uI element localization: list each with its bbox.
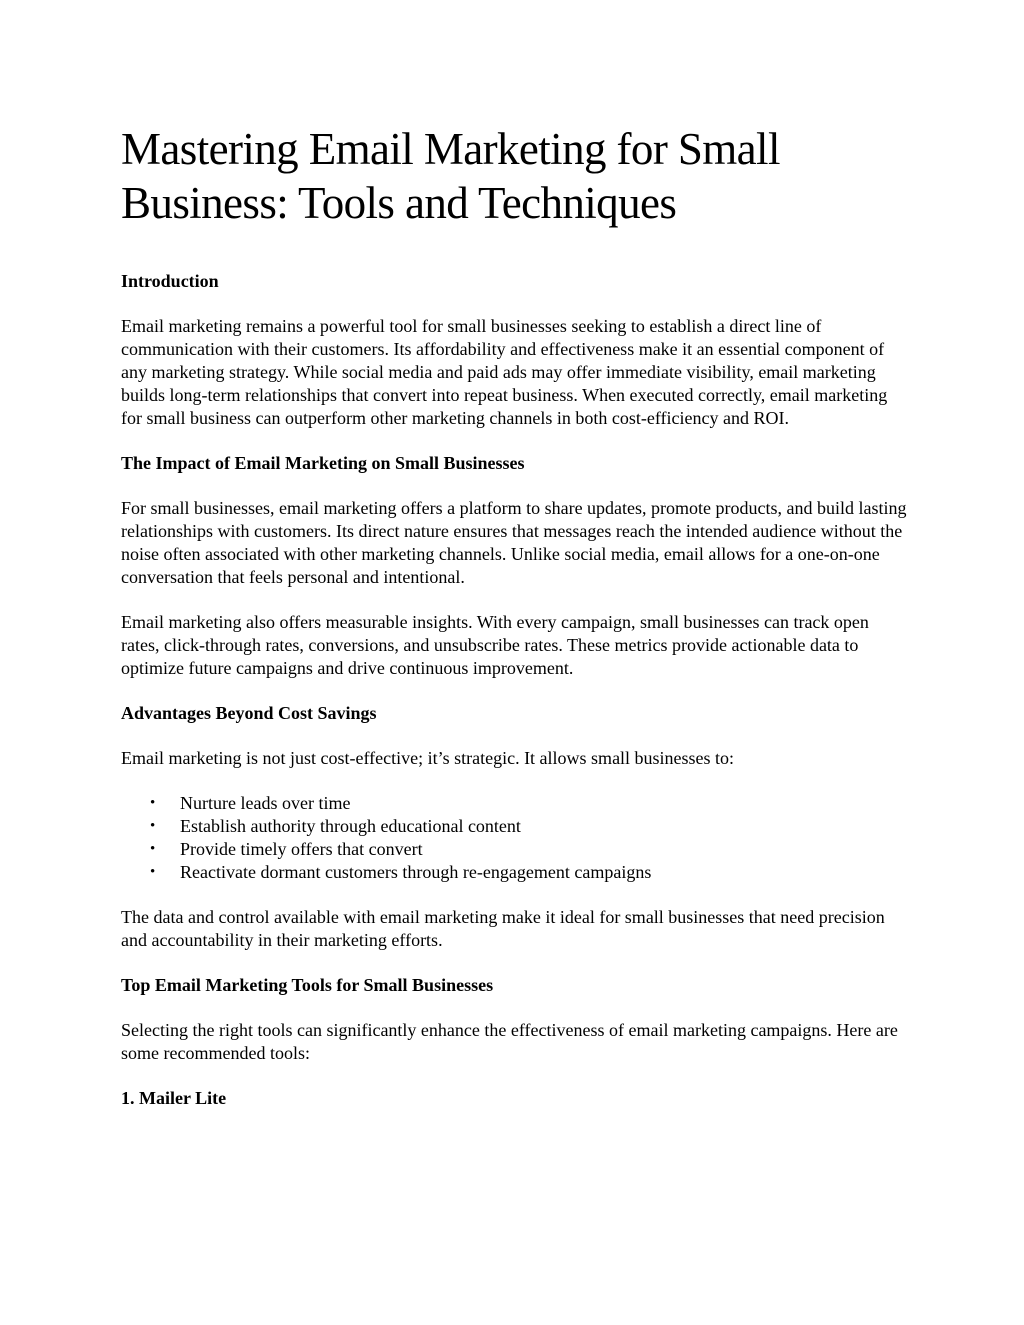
bullet-icon: •: [150, 795, 156, 811]
advantages-paragraph: Email marketing is not just cost-effective; it’s strategic. It allows small businesses to:: [121, 748, 735, 768]
impact-heading: The Impact of Email Marketing on Small Businesses: [121, 453, 525, 473]
impact-paragraph-2: Email marketing also offers measurable insights. With every campaign, small businesses can track open rates, click-through rates, conversions, and unsubscribe rates. These metrics provide actionable data to optimize future campaigns and drive continuous improvement.: [121, 612, 869, 678]
document-page: [121, 122, 911, 1110]
document-title: Mastering Email Marketing for Small Business: Tools and Techniques: [121, 124, 780, 228]
introduction-heading: Introduction: [121, 271, 219, 291]
advantages-closing-paragraph: The data and control available with email marketing make it ideal for small businesses that need precision and accountability in their marketing efforts.: [121, 907, 885, 950]
list-item-text: Nurture leads over time: [180, 793, 351, 813]
tools-paragraph: Selecting the right tools can significantly enhance the effectiveness of email marketing campaigns. Here are some recommended tools:: [121, 1020, 898, 1063]
list-item: [121, 838, 911, 861]
list-item-text: Reactivate dormant customers through re-engagement campaigns: [180, 862, 652, 882]
tool-1-heading: 1. Mailer Lite: [121, 1088, 227, 1108]
list-item-text: Establish authority through educational content: [180, 816, 521, 836]
tools-heading: Top Email Marketing Tools for Small Businesses: [121, 975, 494, 995]
advantages-list: [121, 792, 911, 884]
impact-paragraph-1: For small businesses, email marketing offers a platform to share updates, promote products, and build lasting relationships with customers. Its direct nature ensures that messages reach the intended audience without the noise often associated with other marketing channels. Unlike social media, email allows for a one-on-one conversation that feels personal and intentional.: [121, 498, 907, 587]
list-item: [121, 815, 911, 838]
list-item: [121, 792, 911, 815]
bullet-icon: •: [150, 841, 156, 857]
bullet-icon: •: [150, 818, 156, 834]
advantages-heading: Advantages Beyond Cost Savings: [121, 703, 377, 723]
list-item-text: Provide timely offers that convert: [180, 839, 423, 859]
introduction-paragraph: Email marketing remains a powerful tool for small businesses seeking to establish a direct line of communication with their customers. Its affordability and effectiveness make it an essential component of any marketing strategy. While social media and paid ads may offer immediate visibility, email marketing builds long-term relationships that convert into repeat business. When executed correctly, email marketing for small business can outperform other marketing channels in both cost-efficiency and ROI.: [121, 316, 888, 428]
list-item: [121, 861, 911, 884]
bullet-icon: •: [150, 864, 156, 880]
